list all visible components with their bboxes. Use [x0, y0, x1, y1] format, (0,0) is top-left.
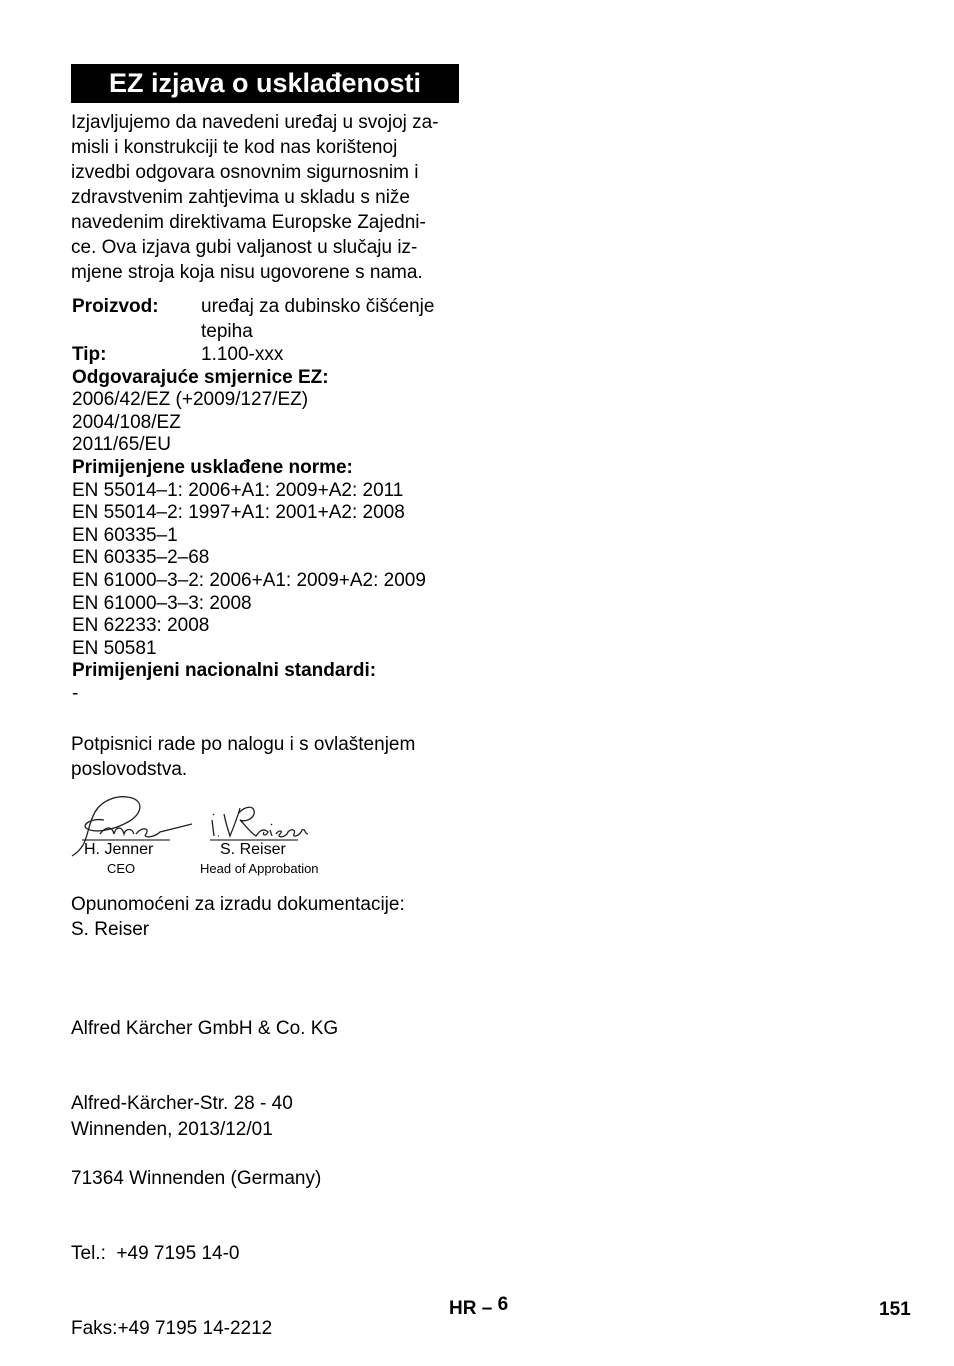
norm-item: EN 61000–3–2: 2006+A1: 2009+A2: 2009 — [72, 569, 426, 591]
product-label: Proizvod: — [72, 296, 159, 317]
national-standards-heading: Primijenjeni nacionalni standardi: — [72, 660, 377, 682]
norm-item: EN 60335–2–68 — [72, 547, 210, 569]
directives-heading: Odgovarajuće smjernice EZ: — [72, 366, 329, 388]
type-label: Tip: — [72, 344, 107, 365]
product-value-line: uređaj za dubinsko čišćenje — [201, 296, 435, 317]
national-standards-value: - — [72, 682, 79, 704]
signatures — [70, 790, 340, 880]
type-value: 1.100-xxx — [201, 344, 284, 365]
signer-role: CEO — [107, 861, 136, 876]
address-line: Alfred-Kärcher-Str. 28 - 40 — [71, 1093, 293, 1114]
footer-language-page: HR – 6 — [449, 1294, 509, 1319]
address-line: Tel.: +49 7195 14-0 — [71, 1243, 240, 1264]
intro-line: navedenim direktivama Europske Zajedni- — [71, 212, 426, 233]
norm-item: EN 61000–3–3: 2008 — [72, 592, 252, 614]
signatories-statement: Potpisnici rade po nalogu i s ovlaštenjem poslovodstva. — [71, 734, 416, 780]
norm-item: EN 55014–2: 1997+A1: 2001+A2: 2008 — [72, 502, 405, 524]
directive-item: 2011/65/EU — [72, 434, 171, 456]
norm-item: EN 55014–1: 2006+A1: 2009+A2: 2011 — [72, 479, 404, 501]
norm-item: EN 62233: 2008 — [72, 615, 210, 637]
intro-line: misli i konstrukciji te kod nas korištenoj — [71, 137, 398, 158]
norms-heading: Primijenjene usklađene norme: — [72, 456, 353, 478]
signer-name: S. Reiser — [220, 841, 286, 858]
intro-line: zdravstvenim zahtjevima u skladu s niže — [71, 187, 410, 208]
address-line: Alfred Kärcher GmbH & Co. KG — [71, 1018, 339, 1039]
intro-line: mjene stroja koja nisu ugovorene s nama. — [71, 262, 423, 283]
documentation-authorized: Opunomoćeni za izradu dokumentacije: S. Reiser — [71, 894, 405, 940]
directive-item: 2004/108/EZ — [72, 411, 181, 433]
intro-line: ce. Ova izjava gubi valjanost u slučaju iz- — [71, 237, 418, 258]
product-row — [72, 294, 472, 344]
norm-item: EN 60335–1 — [72, 524, 178, 546]
intro-paragraph — [71, 110, 463, 285]
intro-line: izvedbi odgovara osnovnim sigurnosnim i — [71, 162, 419, 183]
signer-role: Head of Approbation — [200, 861, 319, 876]
type-row — [72, 344, 472, 367]
place-and-date: Winnenden, 2013/12/01 — [71, 1119, 273, 1140]
norm-item: EN 50581 — [72, 637, 157, 659]
directive-item: 2006/42/EZ (+2009/127/EZ) — [72, 389, 309, 411]
address-line: 71364 Winnenden (Germany) — [71, 1168, 322, 1189]
intro-line: Izjavljujemo da navedeni uređaj u svojoj za- — [71, 112, 439, 133]
address-line: Faks:+49 7195 14-2212 — [71, 1318, 273, 1339]
page-title: EZ izjava o usklađenosti — [71, 64, 459, 103]
product-value-line: tepiha — [201, 321, 253, 342]
page-number: 151 — [879, 1299, 911, 1320]
specification-block — [72, 294, 472, 706]
company-address — [71, 966, 491, 1366]
signer-name: H. Jenner — [84, 841, 154, 858]
